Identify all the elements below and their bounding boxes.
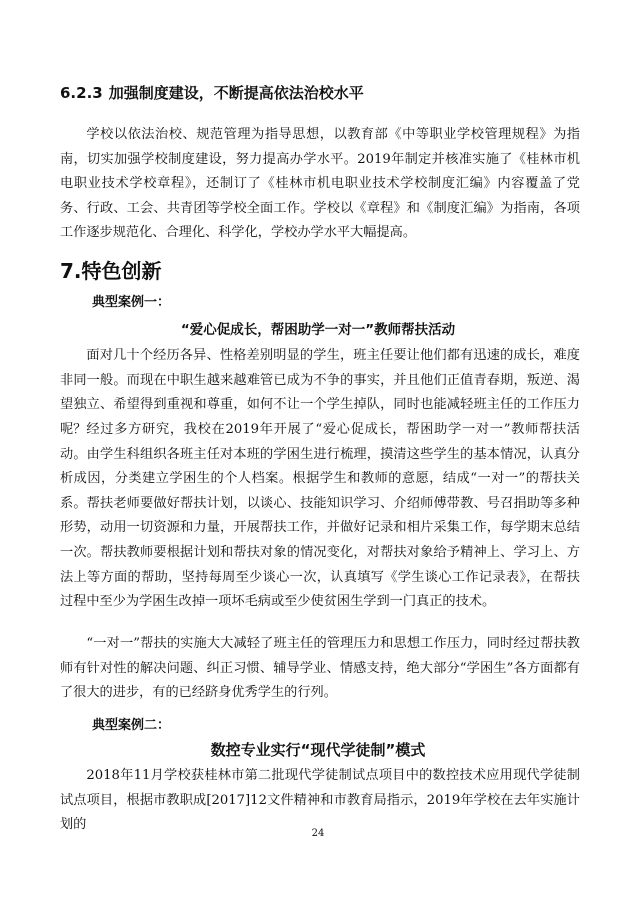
section-title: 加强制度建设，不断提高依法治校水平 bbox=[108, 84, 364, 102]
case2-label: 典型案例二： bbox=[92, 718, 171, 733]
section-heading bbox=[60, 82, 364, 103]
case2-paragraph: 2018年11月学校获桂林市第二批现代学徒制试点项目中的数控技术应用现代学徒制试点项目，根据市教职成[2017]12文件精神和市教育局指示，2019年学校在去年实施计划的 bbox=[60, 768, 580, 833]
chapter-title: 7.特色创新 bbox=[60, 259, 162, 283]
case1-title: “爱心促成长，帮困助学一对一”教师帮扶活动 bbox=[180, 322, 456, 338]
case1-label: 典型案例一： bbox=[92, 295, 171, 310]
case1-paragraph-3: “一对一”帮扶的实施大大减轻了班主任的管理压力和思想工作压力，同时经过帮扶教师有针对性的解决问题、纠正习惯、辅导学业、情感支持，绝大部分“学困生”各方面都有了很大的进步，有的已经跻身优秀学生的行列。 bbox=[60, 636, 580, 701]
case1-paragraph-1: 面对几十个经历各异、性格差别明显的学生，班主任要让他们都有迅速的成长，难度非同一般。而现在中职生越来越难管已成为不争的事实，并且他们正值青春期，叛逆、渴望独立、希望得到重视和尊重，如何不让一个学生掉队，同时也能减轻班主任的工作压力呢？ bbox=[60, 348, 580, 437]
section-number: 6.2.3 bbox=[60, 84, 103, 102]
section-paragraph: 学校以依法治校、规范管理为指导思想，以教育部《中等职业学校管理规程》为指南，切实加强学校制度建设，努力提高办学水平。2019年制定并核准实施了《桂林市机电职业技术学校章程》，还制订了《桂林市机电职业技术学校制度汇编》内容覆盖了党务、行政、工会、共青团等学校全面工作。学校以《章程》和《制度汇编》为指南，各项工作逐步规范化、合理化、科学化，学校办学水平大幅提高。 bbox=[60, 127, 580, 241]
case2-title: 数控专业实行“现代学徒制”模式 bbox=[210, 741, 426, 759]
case1-paragraph-2: 经过多方研究，我校在2019年开展了“爱心促成长，帮困助学一对一”教师帮扶活动。由学生科组织各班主任对本班的学困生进行梳理，摸清这些学生的基本情况，认真分析成因，分类建立学困生的个人档案。根据学生和教师的意愿，结成“一对一”的帮扶关系。帮扶老师要做好帮扶计划，以谈心、技能知识学习、介绍师傅带教、号召捐助等多种形势，动用一切资源和力量，开展帮扶工作，并做好记录和相片采集工作，每学期末总结一次。帮扶教师要根据计划和帮扶对象的情况变化，对帮扶对象给予精神上、学习上、方法上等方面的帮助，坚持每周至少谈心一次，认真填写《学生谈心工作记录表》，在帮扶过程中至少为学困生改掉一项坏毛病或至少使贫困生学到一门真正的技术。 bbox=[60, 422, 580, 610]
page-number: 24 bbox=[311, 828, 325, 839]
